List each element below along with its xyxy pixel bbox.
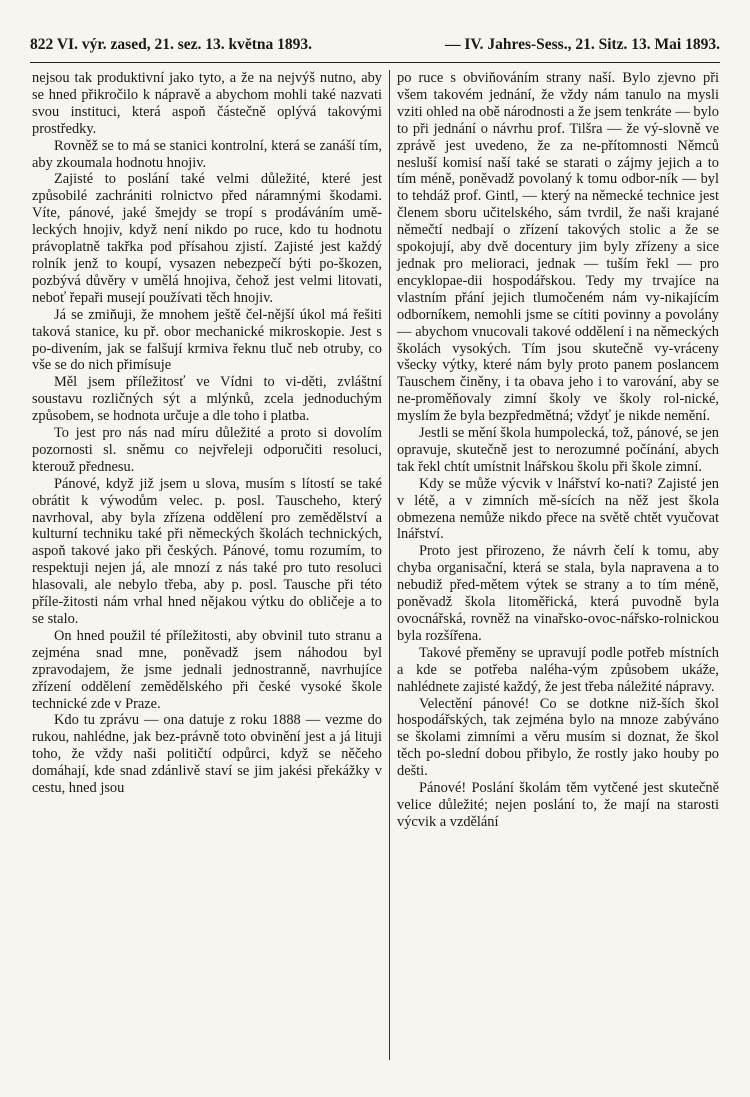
right-column xyxy=(397,70,719,831)
paragraph: Zajisté to poslání také velmi důležité, které jest způsobilé zachrániti rolnictvo před náramnými škodami. Víte, pánové, jaké šmejdy se tropí s prodáváním umě-leckých hnojiv, když není nikdo po ruce, kdo tu hodnotu právoplatně takřka pod přísahou zjistí. Zajisté jest každý rolník jenž to koupí, vysazen nebezpečí býti po-škozen, pozbývá důvěry v umělá hnojiva, čehož jest velmi litovati, neboť řepaři musejí používati těch hnojiv. xyxy=(32,171,382,306)
column-divider xyxy=(389,70,390,1060)
header-german: — IV. Jahres-Sess., 21. Sitz. 13. Mai 1893. xyxy=(445,36,720,53)
paragraph: Pánové! Poslání školám těm vytčené jest skutečně velice důležité; nejen poslání to, že mají na starosti výcvik a vzdělání xyxy=(397,780,719,830)
paragraph: Proto jest přirozeno, že návrh čelí k tomu, aby chyba organisační, která se stala, byla napravena a to nebudiž před-mětem výtek se strany a to tím méně, poněvadž škola litoměřická, která puvodně byla ovocnářská, rovněž na vinařsko-ovoc-nářsko-rolnickou byla rozšířena. xyxy=(397,543,719,644)
paragraph: Velectění pánové! Co se dotkne niž-ších škol hospodářských, tak zejména bylo na mnoze zabýváno se školami zimními a věru musím si doznat, že škol těch po-slední dobou přibylo, že rostly jako houby po dešti. xyxy=(397,695,719,780)
paragraph: Kdo tu zprávu — ona datuje z roku 1888 — vezme do rukou, nahlédne, jak bez-právně toto obvinění jest a já lituji toho, že vždy naši političtí odpůrci, když se něčeho domáhají, kde snad zdánlivě staví se jim jakési překážky v cestu, hned jsou xyxy=(32,712,382,797)
paragraph: Pánové, když již jsem u slova, musím s lítostí se také obrátit k výwodům velec. p. posl. Tauscheho, který navrhoval, aby byla zřízena oddělení pro zemědělství a kulturní techniku také při německých školách technických, aspoň takové jako při českých. Pánové, tomu rozumím, to respektuji nejen já, ale mnozí z nás také pro tuto resoluci hlasovali, ale nebylo třeba, aby p. posl. Tausche při této příle-žitosti nám vrhal hned nějakou výtku do obličeje a to se stalo. xyxy=(32,475,382,627)
paragraph: Rovněž se to má se stanici kontrolní, která se zanáší tím, aby zkoumala hodnotu hnojiv. xyxy=(32,137,382,171)
page-header xyxy=(30,36,720,62)
paragraph: po ruce s obviňováním strany naší. Bylo zjevno při všem takovém jednání, že vždy nám tanulo na mysli vziti ohled na obě národnosti a že jsem tenkráte — bylo to při jednání o návrhu prof. Tilšra — že vý-slovně ve zprávě jest uvedeno, že za ne-přítomnosti Němců nesluší komisí naší také se starati o zájmy jejich a to tím méně, poněvadž povolaný k tomu odbor-ník — byl to tehdáž prof. Gintl, — který na německé technice jest členem sboru učitelského, sám tvrdil, že naši krajané němečtí nedbají o zřízení takových stolic a že se spokojují, aby dvě docentury jim byly zřízeny a sice jednak pro melioraci, jednak — tuším řekl — pro encyklopae-dii hospodářskou. Tedy my trvajíce na vlastním přání jejich tlumočeném nám vy-nikajícím odborníkem, nemohli jsme se cítiti povinny a povolány — abychom vnucovali takové oddělení i na německých školách vysokých. Tím jsou skutečně vy-vráceny všecky výtky, které nám byly proto panem poslancem Tauschem činěny, i ta obava jeho i to varování, aby se ne-proměňovaly zimní školy ve školy rol-nické, myslím že byla bezpředmětná; vždyť je nikde nemění. xyxy=(397,70,719,425)
left-column xyxy=(32,70,382,797)
paragraph: To jest pro nás nad míru důležité a proto si dovolím pozornosti sl. sněmu co nejvřeleji odporučiti resoluci, kterouž přednesu. xyxy=(32,425,382,475)
paragraph: nejsou tak produktivní jako tyto, a že na nejvýš nutno, aby se hned přikročilo k nápravě a abychom mohli také nazvati svou instituci, která aspoň částečně oplývá takovými prostředky. xyxy=(32,70,382,137)
paragraph: Takové přeměny se upravují podle potřeb místních a kde se potřeba naléha-vým způsobem ukáže, nahlédnete zajisté každý, že jest třeba náležité nápravy. xyxy=(397,644,719,695)
paragraph: Já se zmiňuji, že mnohem ještě čel-nější úkol má řešiti taková stanice, ku př. obor mechanické mikroskopie. Jest s po-divením, jak se falšují krmiva řeknu tluč neb otruby, co vše se do nich přimísuje xyxy=(32,306,382,374)
paragraph: Kdy se může výcvik v lnářství ko-nati? Zajisté jen v létě, a v zimních mě-sících na něž jest škola obmezena nemůže nikdo přece na světě chtět vyučovat lnářství. xyxy=(397,475,719,543)
header-czech: 822 VI. výr. zased, 21. sez. 13. května 1893. xyxy=(30,36,313,53)
paragraph: On hned použil té příležitosti, aby obvinil tuto stranu a zejména snad mne, poněvadž jsem náhodou byl zpravodajem, že jsme jednali jednostranně, navrhujíce zřízení oddělení zemědělského při české vysoké škole technické zde v Praze. xyxy=(32,627,382,712)
header-rule xyxy=(30,62,720,63)
paragraph: Jestli se mění škola humpolecká, tož, pánové, se jen opravuje, skutečně jest to nerozumné počínání, abych tak řekl chtít umístnit lnářskou školu při škole zimní. xyxy=(397,425,719,475)
paragraph: Měl jsem příležitosť ve Vídni to vi-děti, zvláštní soustavu rozličných sýt a mlýnků, zcela jednoduchým způsobem, se hodnota určuje a dle toho i platba. xyxy=(32,374,382,425)
